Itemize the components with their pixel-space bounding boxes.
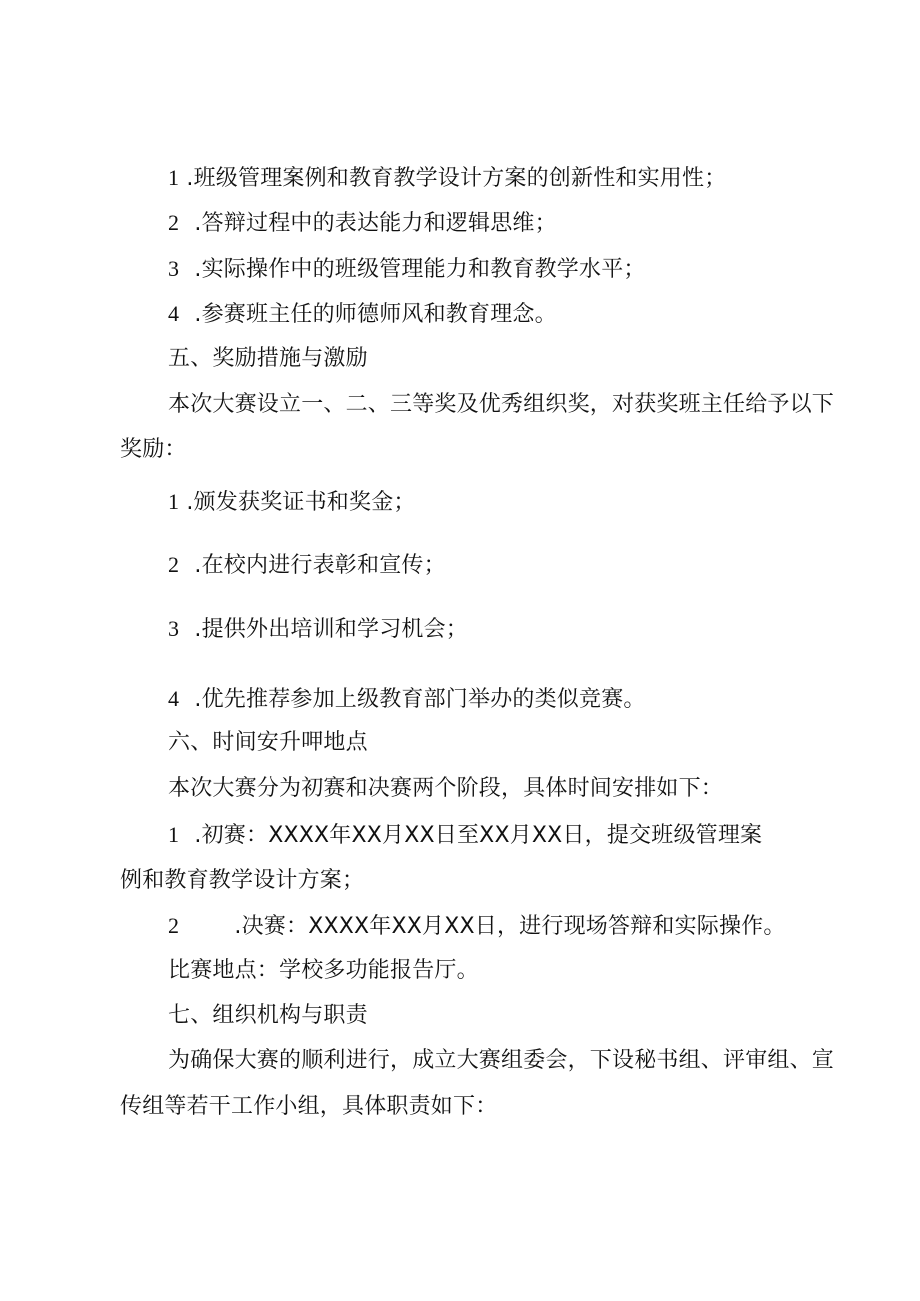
section-heading-schedule: 六、时间安升呷地点 — [168, 730, 368, 755]
list-text: .答辩过程中的表达能力和逻辑思维； — [194, 211, 557, 236]
list-number: 3 — [168, 616, 180, 641]
schedule-intro: 本次大赛分为初赛和决赛两个阶段，具体时间安排如下： — [168, 776, 724, 801]
venue-line: 比赛地点：学校多功能报告厅。 — [168, 958, 479, 983]
list-text: .在校内进行表彰和宣传； — [194, 553, 446, 578]
list-text: .优先推荐参加上级教育部门举办的类似竞赛。 — [194, 687, 646, 712]
section-heading-rewards: 五、奖励措施与激励 — [168, 346, 368, 371]
list-text: .提供外出培训和学习机会； — [194, 617, 469, 642]
list-number: 2 — [168, 210, 180, 235]
list-text: .班级管理案例和教育教学设计方案的创新性和实用性； — [186, 166, 727, 191]
section-heading-organization: 七、组织机构与职责 — [168, 1003, 368, 1028]
schedule-item-1-line2: 例和教育教学设计方案； — [120, 868, 365, 893]
list-number: 1 — [168, 489, 180, 514]
organization-intro-line2: 传组等若干工作小组，具体职责如下： — [120, 1094, 498, 1119]
schedule-item-2 — [168, 911, 786, 942]
rewards-intro-line2: 奖励： — [120, 437, 187, 462]
criteria-item-1 — [168, 163, 726, 194]
list-number: 2 — [168, 552, 180, 577]
list-text: .颁发获奖证书和奖金； — [186, 490, 416, 515]
rewards-intro-line1: 本次大赛设立一、二、三等奖及优秀组织奖，对获奖班主任给予以下 — [168, 392, 835, 417]
list-number: 1 — [168, 165, 180, 190]
reward-item-1 — [168, 487, 416, 518]
criteria-item-3 — [168, 254, 646, 285]
list-text: .参赛班主任的师德师风和教育理念。 — [194, 302, 557, 327]
list-number: 1 — [168, 822, 180, 847]
reward-item-4 — [168, 684, 646, 715]
criteria-item-4 — [168, 299, 557, 330]
organization-intro-line1: 为确保大赛的顺利进行，成立大赛组委会，下设秘书组、评审组、宣 — [168, 1048, 835, 1073]
schedule-item-1-line1 — [168, 820, 762, 851]
list-number: 3 — [168, 256, 180, 281]
criteria-item-2 — [168, 208, 557, 239]
list-number: 2 — [168, 913, 180, 938]
list-text: .实际操作中的班级管理能力和教育教学水平； — [194, 257, 646, 282]
list-number: 4 — [168, 686, 180, 711]
list-number: 4 — [168, 301, 180, 326]
list-text: .初赛：XXXX年XX月XX日至XX月XX日，提交班级管理案 — [194, 823, 763, 848]
list-text: .决赛：XXXX年XX月XX日，进行现场答辩和实际操作。 — [234, 914, 786, 939]
reward-item-2 — [168, 550, 446, 581]
reward-item-3 — [168, 614, 468, 645]
